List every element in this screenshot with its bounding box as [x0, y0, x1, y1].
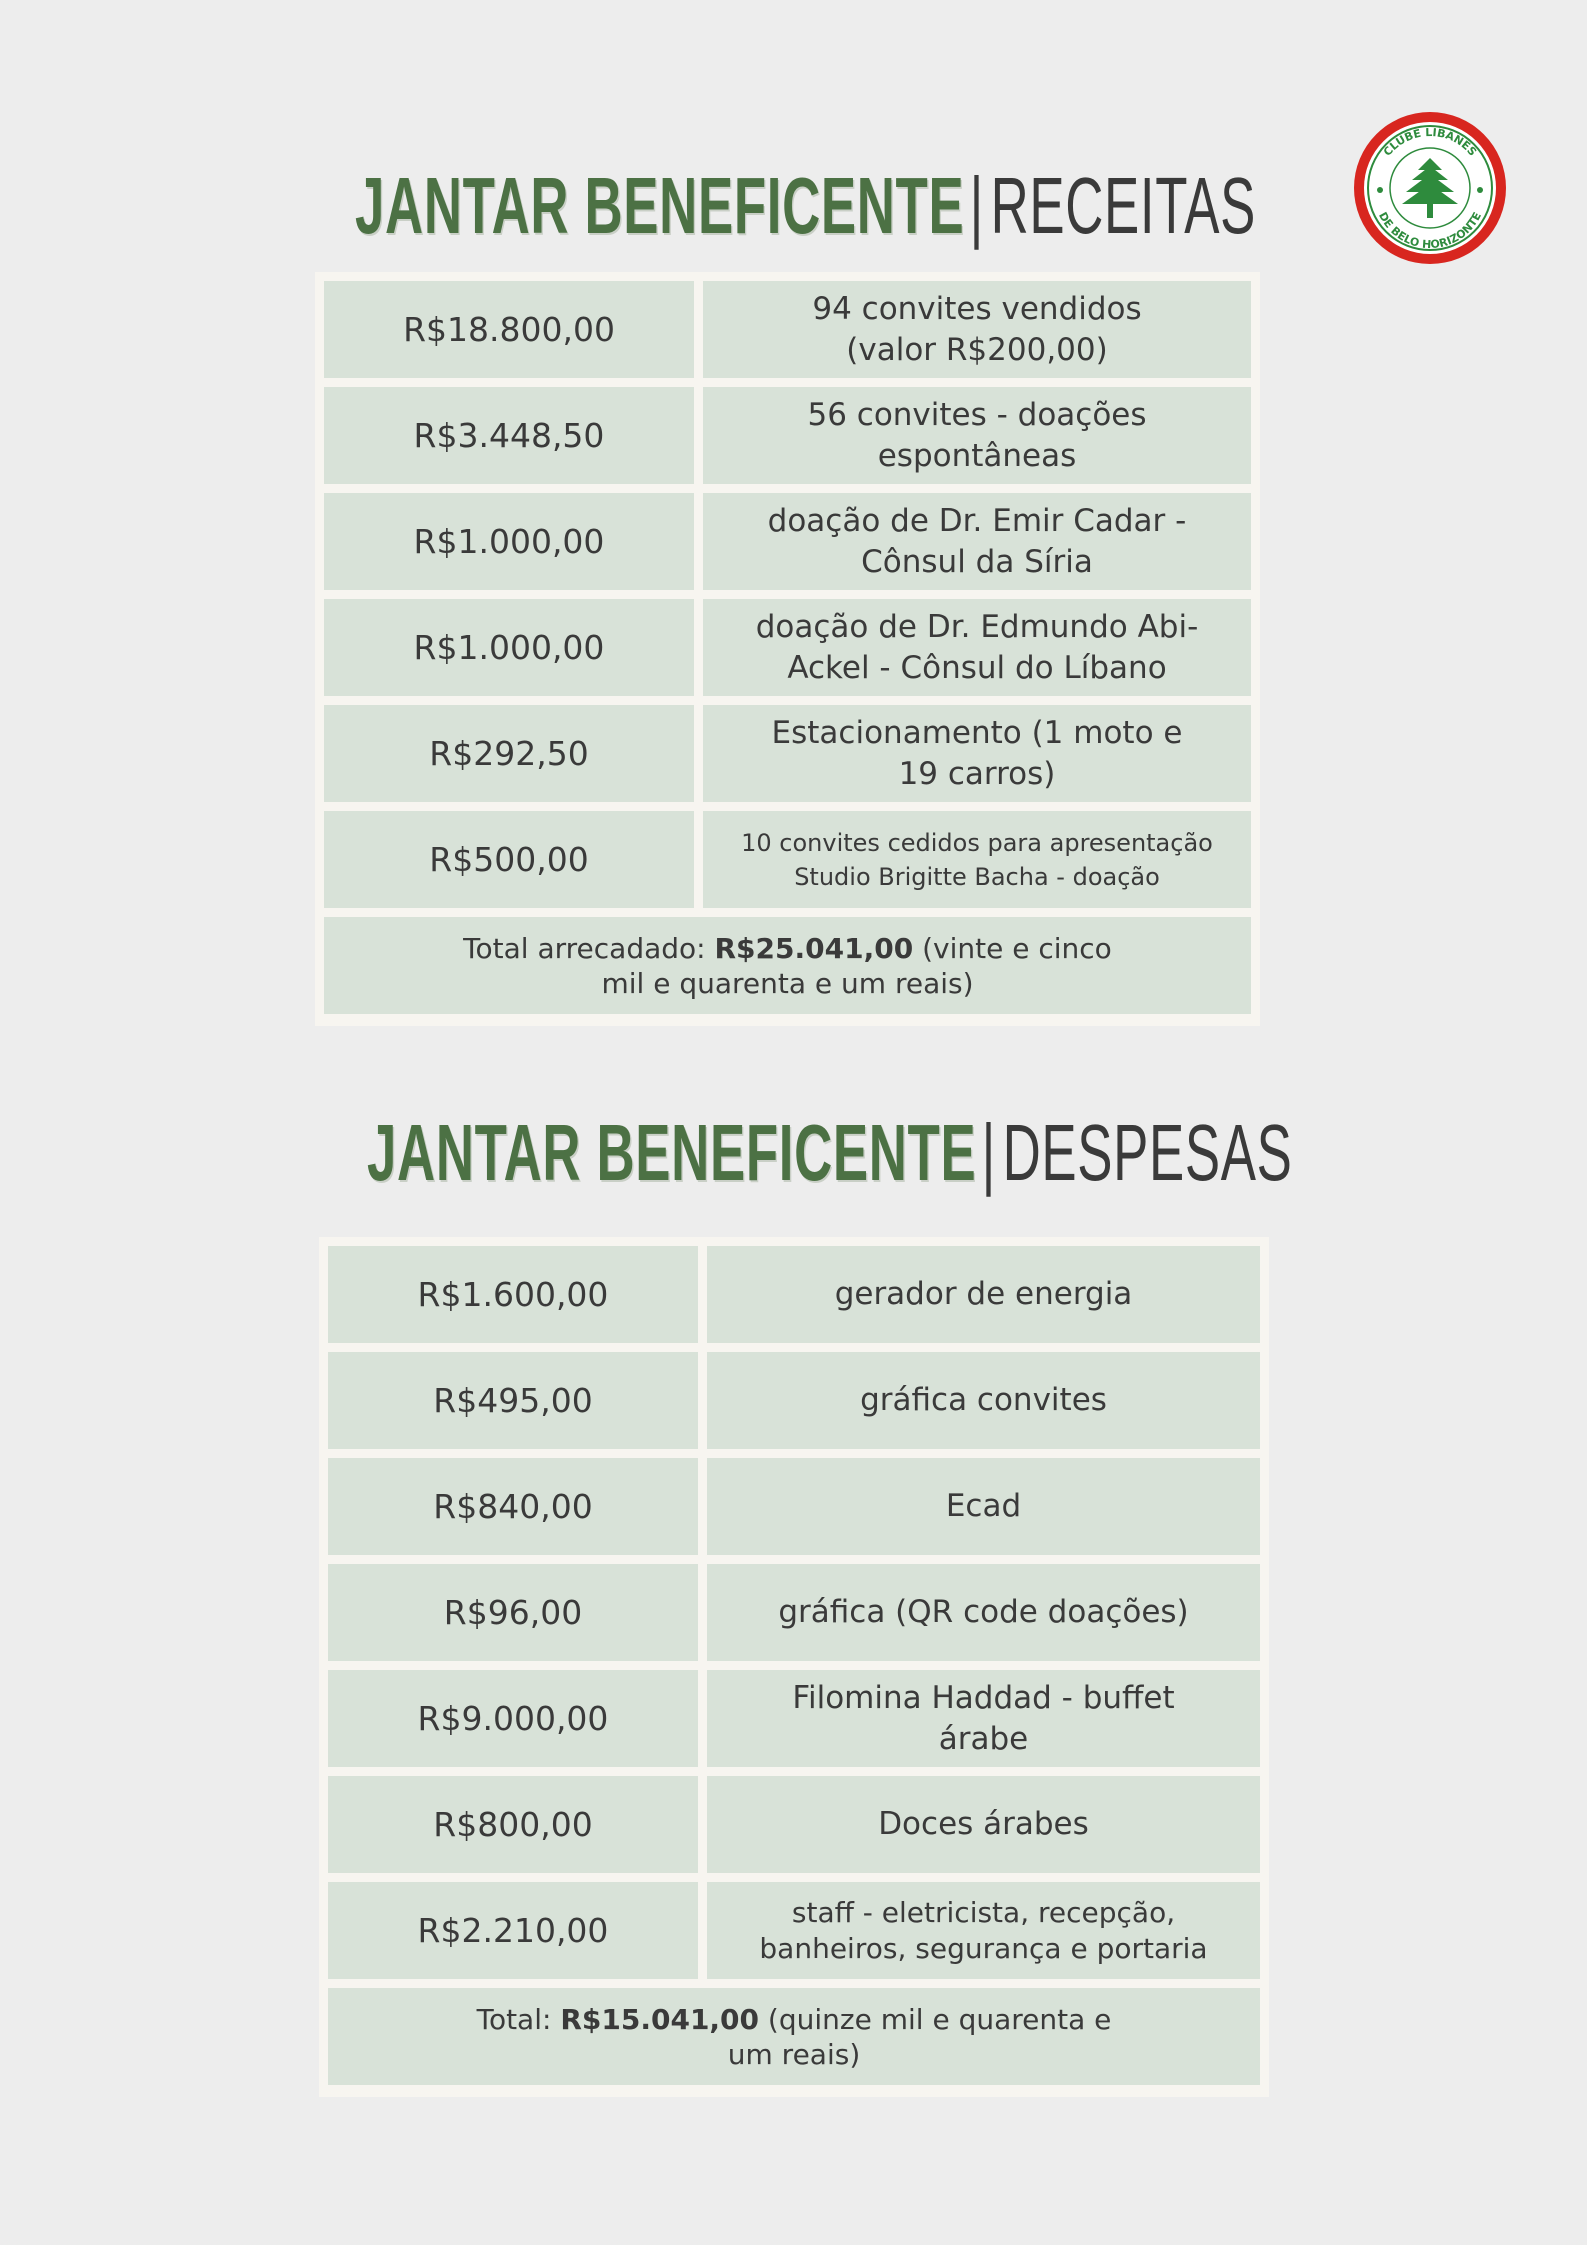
- total-prefix: Total:: [476, 2002, 561, 2036]
- table-row: [328, 1246, 1260, 1343]
- receitas-title-separator: |: [969, 161, 984, 250]
- club-logo: [1350, 108, 1510, 268]
- total-row: [324, 917, 1251, 1014]
- table-row: [324, 493, 1251, 590]
- expense-description: gráfica (QR code doações): [707, 1564, 1260, 1661]
- income-description: doação de Dr. Emir Cadar - Cônsul da Síria: [703, 493, 1251, 590]
- table-row: [324, 387, 1251, 484]
- receitas-total: [324, 917, 1251, 1014]
- income-value: R$500,00: [324, 811, 694, 908]
- expense-value: R$495,00: [328, 1352, 698, 1449]
- table-row: [328, 1458, 1260, 1555]
- income-description: 10 convites cedidos para apresentação Studio Brigitte Bacha - doação: [703, 811, 1251, 908]
- income-value: R$1.000,00: [324, 599, 694, 696]
- table-row: [328, 1564, 1260, 1661]
- total-line2: um reais): [727, 2037, 861, 2071]
- logo-bottom-text: DE BELO HORIZONTE: [1375, 209, 1484, 252]
- total-amount: R$15.041,00: [560, 2002, 760, 2036]
- table-row: [324, 705, 1251, 802]
- receitas-heading: [355, 161, 1257, 250]
- receitas-title-dark: RECEITAS: [990, 161, 1257, 250]
- total-suffix: (quinze mil e quarenta e: [759, 2002, 1112, 2036]
- receitas-table: [315, 272, 1260, 1026]
- despesas-title-green: JANTAR BENEFICENTE: [367, 1108, 977, 1197]
- expense-value: R$2.210,00: [328, 1882, 698, 1979]
- table-row: [328, 1670, 1260, 1767]
- table-row: [328, 1776, 1260, 1873]
- income-description: doação de Dr. Edmundo Abi- Ackel - Cônsul do Líbano: [703, 599, 1251, 696]
- expense-value: R$96,00: [328, 1564, 698, 1661]
- table-row: [324, 599, 1251, 696]
- expense-description: gerador de energia: [707, 1246, 1260, 1343]
- cedar-emblem-icon: [1350, 108, 1510, 268]
- total-amount: R$25.041,00: [714, 931, 914, 965]
- despesas-title-separator: |: [981, 1108, 996, 1197]
- total-row: [328, 1988, 1260, 2085]
- expense-description: gráfica convites: [707, 1352, 1260, 1449]
- receitas-title-green: JANTAR BENEFICENTE: [355, 161, 965, 250]
- total-suffix: (vinte e cinco: [913, 931, 1112, 965]
- despesas-total: [328, 1988, 1260, 2085]
- income-description: 56 convites - doações espontâneas: [703, 387, 1251, 484]
- income-value: R$18.800,00: [324, 281, 694, 378]
- expense-description: Filomina Haddad - buffet árabe: [707, 1670, 1260, 1767]
- expense-value: R$800,00: [328, 1776, 698, 1873]
- income-value: R$292,50: [324, 705, 694, 802]
- income-description: 94 convites vendidos (valor R$200,00): [703, 281, 1251, 378]
- logo-top-text: CLUBE LIBANÊS: [1380, 125, 1480, 159]
- despesas-heading: [367, 1108, 1293, 1197]
- table-row: [328, 1882, 1260, 1979]
- income-value: R$3.448,50: [324, 387, 694, 484]
- despesas-table: [319, 1237, 1269, 2097]
- despesas-title-dark: DESPESAS: [1002, 1108, 1293, 1197]
- expense-description: staff - eletricista, recepção, banheiros, segurança e portaria: [707, 1882, 1260, 1979]
- income-value: R$1.000,00: [324, 493, 694, 590]
- table-row: [328, 1352, 1260, 1449]
- expense-value: R$9.000,00: [328, 1670, 698, 1767]
- expense-value: R$840,00: [328, 1458, 698, 1555]
- expense-description: Doces árabes: [707, 1776, 1260, 1873]
- income-description: Estacionamento (1 moto e 19 carros): [703, 705, 1251, 802]
- expense-value: R$1.600,00: [328, 1246, 698, 1343]
- table-row: [324, 811, 1251, 908]
- table-row: [324, 281, 1251, 378]
- expense-description: Ecad: [707, 1458, 1260, 1555]
- total-line2: mil e quarenta e um reais): [601, 966, 974, 1000]
- total-prefix: Total arrecadado:: [463, 931, 715, 965]
